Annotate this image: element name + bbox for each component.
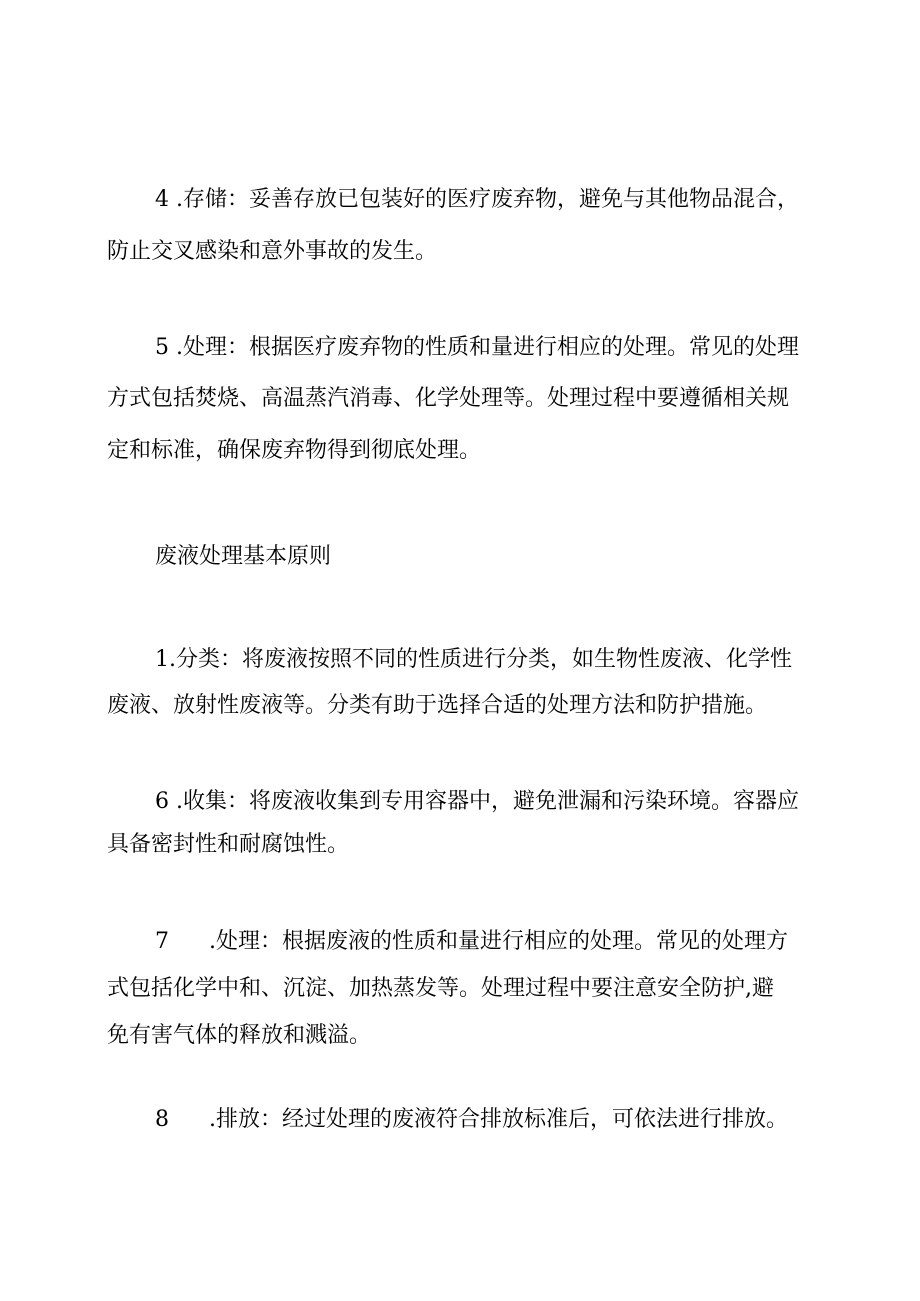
item-1-line-1 <box>155 645 792 675</box>
item-8-line-1 <box>155 1105 788 1135</box>
item-4-line-1 <box>155 185 799 215</box>
item-7-line-2: 式包括化学中和、沉淀、加热蒸发等。处理过程中要注意安全防护,避 <box>107 976 774 1001</box>
item-4-number: 4 <box>155 187 169 212</box>
item-1-line-2: 废液、放射性废液等。分类有助于选择合适的处理方法和防护措施。 <box>107 693 768 718</box>
item-7-line-1 <box>155 927 788 957</box>
item-1-number: 1 <box>155 647 169 672</box>
item-4-text-1: .存储：妥善存放已包装好的医疗废弃物，避免与其他物品混合， <box>176 187 799 212</box>
item-8-text-1: .排放：经过处理的废液符合排放标准后，可依法进行排放。 <box>209 1107 788 1132</box>
section-heading: 废液处理基本原则 <box>155 544 332 569</box>
item-5-line-3: 定和标准，确保废弃物得到彻底处理。 <box>107 438 482 463</box>
item-4-line-2: 防止交叉感染和意外事故的发生。 <box>107 239 438 264</box>
item-5-line-2: 方式包括焚烧、高温蒸汽消毒、化学处理等。处理过程中要遵循相关规 <box>107 386 790 411</box>
item-6-number: 6 <box>155 789 169 814</box>
item-5-text-1: .处理：根据医疗废弃物的性质和量进行相应的处理。常见的处理 <box>176 335 799 360</box>
item-6-line-1 <box>155 787 799 817</box>
item-7-number: 7 <box>155 929 169 954</box>
item-7-text-1: .处理：根据废液的性质和量进行相应的处理。常见的处理方 <box>209 929 788 954</box>
item-5-line-1 <box>155 333 799 363</box>
item-6-text-1: .收集：将废液收集到专用容器中，避免泄漏和污染环境。容器应 <box>176 789 799 814</box>
item-1-text-1: .分类：将废液按照不同的性质进行分类，如生物性废液、化学性 <box>169 647 792 672</box>
item-6-line-2: 具备密封性和耐腐蚀性。 <box>107 832 350 857</box>
item-5-number: 5 <box>155 335 169 360</box>
item-7-line-3: 免有害气体的释放和溅溢。 <box>107 1023 372 1048</box>
item-8-number: 8 <box>155 1107 169 1132</box>
